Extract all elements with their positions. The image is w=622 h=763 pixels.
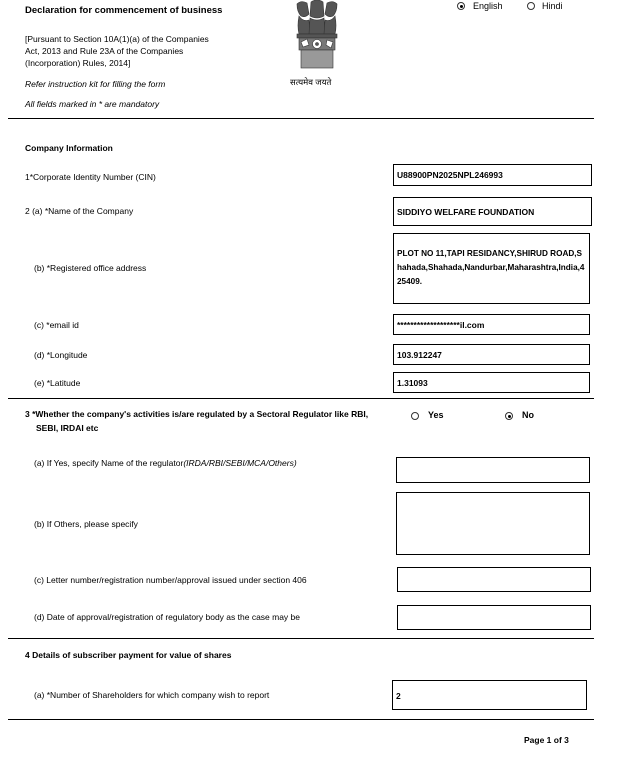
regulator-question-cont: SEBI, IRDAI etc — [36, 423, 99, 433]
address-input[interactable]: PLOT NO 11,TAPI RESIDANCY,SHIRUD ROAD,Shahada,Shahada,Nandurbar,Maharashtra,India,425409. — [393, 233, 590, 304]
page-number: Page 1 of 3 — [524, 735, 569, 745]
company-name-label: 2 (a) *Name of the Company — [25, 206, 134, 216]
letter-number-input[interactable] — [397, 567, 591, 592]
form-title: Declaration for commencement of business — [25, 5, 223, 16]
radio-hindi[interactable] — [527, 2, 535, 10]
label-english: English — [473, 1, 503, 11]
pursuant-line-3: (Incorporation) Rules, 2014] — [25, 58, 131, 68]
mandatory-note: All fields marked in * are mandatory — [25, 99, 160, 109]
latitude-input[interactable]: 1.31093 — [393, 372, 590, 393]
longitude-input[interactable]: 103.912247 — [393, 344, 590, 365]
radio-english[interactable] — [457, 2, 465, 10]
divider — [8, 719, 594, 720]
instruction-note: Refer instruction kit for filling the form — [25, 79, 166, 89]
company-info-heading: Company Information — [25, 143, 113, 153]
divider — [8, 638, 594, 639]
latitude-label: (e) *Latitude — [34, 378, 81, 388]
regulator-name-options: (IRDA/RBI/SEBI/MCA/Others) — [183, 458, 297, 468]
regulator-question: 3 *Whether the company's activities is/are regulated by a Sectoral Regulator like RBI, — [25, 409, 369, 419]
shareholders-input[interactable]: 2 — [392, 680, 587, 710]
company-name-input[interactable]: SIDDIYO WELFARE FOUNDATION — [393, 197, 592, 226]
address-label: (b) *Registered office address — [34, 263, 147, 273]
email-input[interactable]: *******************il.com — [393, 314, 590, 335]
regulator-name-label-prefix: (a) If Yes, specify Name of the regulator — [34, 458, 184, 468]
longitude-label: (d) *Longitude — [34, 350, 88, 360]
pursuant-line-2: Act, 2013 and Rule 23A of the Companies — [25, 46, 184, 56]
label-no: No — [522, 410, 534, 420]
regulator-name-label — [34, 458, 297, 468]
radio-no[interactable] — [505, 412, 513, 420]
radio-yes[interactable] — [411, 412, 419, 420]
shareholders-label: (a) *Number of Shareholders for which company wish to report — [34, 690, 270, 700]
label-hindi: Hindi — [542, 1, 563, 11]
label-yes: Yes — [428, 410, 444, 420]
approval-date-input[interactable] — [397, 605, 591, 630]
pursuant-line-1: [Pursuant to Section 10A(1)(a) of the Companies — [25, 34, 209, 44]
divider — [8, 398, 594, 399]
subscriber-heading: 4 Details of subscriber payment for value of shares — [25, 650, 232, 660]
divider — [8, 118, 594, 119]
regulator-name-input[interactable] — [396, 457, 590, 483]
cin-input[interactable]: U88900PN2025NPL246993 — [393, 164, 592, 186]
email-label: (c) *email id — [34, 320, 79, 330]
emblem-motto: सत्यमेव जयते — [290, 77, 332, 87]
approval-date-label: (d) Date of approval/registration of regulatory body as the case may be — [34, 612, 301, 622]
others-label: (b) If Others, please specify — [34, 519, 138, 529]
cin-label: 1*Corporate Identity Number (CIN) — [25, 172, 156, 182]
others-input[interactable] — [396, 492, 590, 555]
letter-number-label: (c) Letter number/registration number/approval issued under section 406 — [34, 575, 307, 585]
